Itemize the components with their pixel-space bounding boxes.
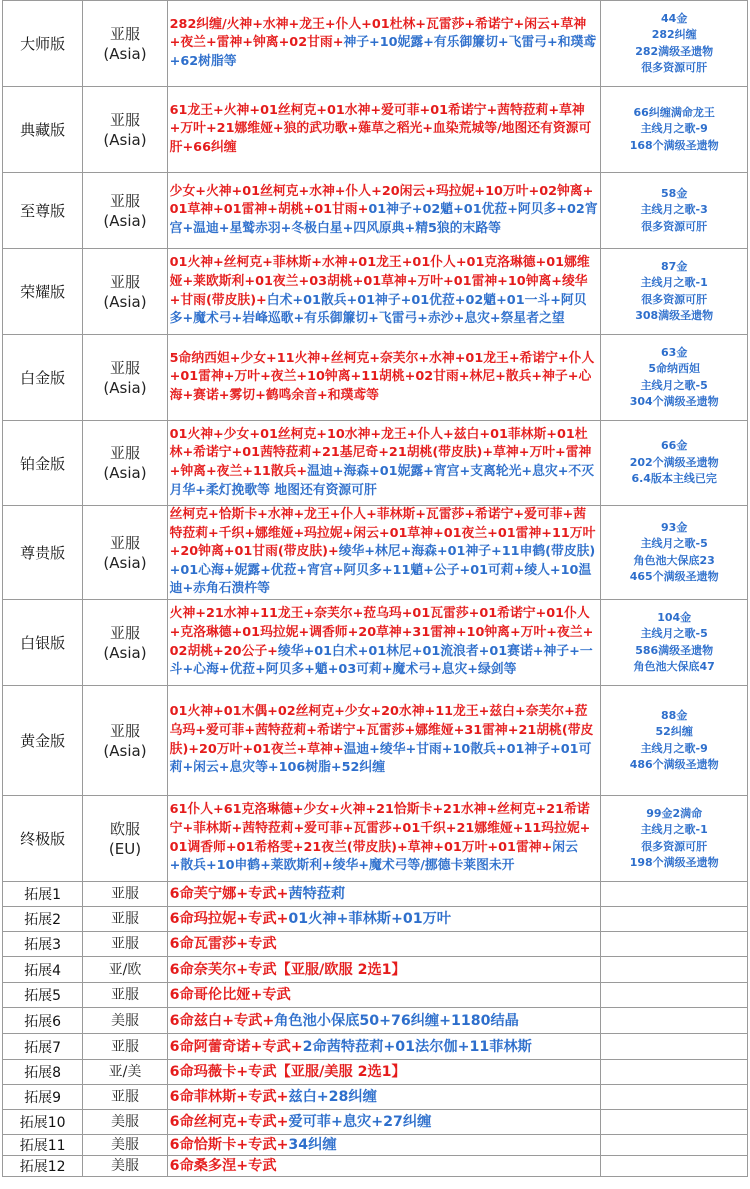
server-code: (Asia) — [103, 130, 147, 149]
edition-cell: 黄金版 — [3, 686, 83, 796]
edition-cell: 拓展12 — [3, 1156, 83, 1177]
edition-cell: 荣耀版 — [3, 249, 83, 335]
summary-line: 58金 — [661, 186, 688, 200]
server-name: 亚服 — [109, 358, 140, 377]
server-code: (Asia) — [103, 44, 147, 63]
summary-line: 202个满级圣遗物 — [629, 455, 719, 469]
edition-cell: 大师版 — [3, 1, 83, 87]
edition-cell: 至尊版 — [3, 173, 83, 249]
edition-cell: 拓展7 — [3, 1034, 83, 1060]
highlight-text: 6命奈芙尔+专武【亚服/欧服 2选1】 — [169, 961, 406, 978]
server-code: (EU) — [108, 839, 142, 858]
table-row — [3, 600, 748, 686]
table-row — [3, 1034, 748, 1060]
server-cell — [83, 1156, 167, 1177]
server-code: (Asia) — [103, 378, 147, 397]
server-name: 亚服 — [110, 1089, 139, 1105]
summary-line: 66金 — [661, 439, 688, 453]
summary-cell — [601, 907, 748, 932]
table-row — [3, 1110, 748, 1135]
highlight-text: 6命丝柯克+专武+ — [169, 1114, 289, 1130]
extra-text: 闲云+散兵+10申鹤+莱欧斯利+绫华+魔术弓等/挪德卡莱图未开 — [169, 839, 578, 874]
account-listing-table — [2, 0, 748, 1177]
table-row — [3, 173, 748, 249]
contents-cell — [167, 1060, 601, 1085]
extra-text: 角色池小保底50+76纠缠+1180结晶 — [274, 1012, 519, 1029]
contents-cell — [167, 1008, 601, 1034]
contents-cell — [167, 1, 601, 87]
table-row — [3, 983, 748, 1008]
highlight-text: 6命玛拉妮+专武+ — [169, 911, 289, 927]
extra-text: 01火神+菲林斯+01万叶 — [288, 911, 451, 927]
summary-line: 486个满级圣遗物 — [629, 758, 719, 771]
extra-text: 茜特菈莉 — [288, 886, 346, 902]
table-row — [3, 686, 748, 796]
table-row — [3, 506, 748, 600]
summary-cell — [601, 1060, 748, 1085]
table-row — [3, 249, 748, 335]
highlight-text: 282纠缠/火神+水神+龙王+仆人+01杜林+瓦雷莎+希诺宁+闲云+草神+夜兰+雷神+钟离+02甘雨+ — [169, 16, 587, 51]
extra-text: 01神子+02魈+01优菈+阿贝多+02宵宫+温迪+星鹫赤羽+冬极白星+四风原典+精5狼的末路等 — [169, 202, 598, 236]
summary-cell — [601, 1008, 748, 1034]
extra-text: 兹白+28纠缠 — [288, 1089, 377, 1105]
summary-cell — [601, 1, 748, 87]
summary-cell — [601, 1156, 748, 1177]
contents-cell — [167, 882, 601, 907]
server-name: 亚/欧 — [108, 961, 142, 978]
highlight-text: 火神+21水神+11龙王+奈芙尔+菈乌玛+01瓦雷莎+01希诺宁+01仆人+克洛琳德+01玛拉妮+调香师+20草神+31雷神+10钟离+万叶+夜兰+02胡桃+20公子+ — [169, 606, 594, 659]
edition-cell: 白金版 — [3, 335, 83, 421]
table-row — [3, 1060, 748, 1085]
summary-line: 88金 — [661, 708, 688, 722]
highlight-text: 61仆人+61克洛琳德+少女+火神+21恰斯卡+21水神+丝柯克+21希诺宁+菲林斯+茜特菈莉+爱可菲+瓦雷莎+01千织+21娜维娅+11玛拉妮+01调香师+01希格雯+21夜兰(带皮肤)+草神+01万叶+01雷神+ — [169, 802, 591, 855]
summary-line: 主线月之歌-5 — [640, 627, 708, 640]
server-cell — [83, 1034, 167, 1060]
table-row — [3, 882, 748, 907]
server-name: 亚服 — [110, 936, 139, 952]
summary-line: 主线月之歌-3 — [640, 203, 708, 217]
summary-line: 93金 — [661, 520, 688, 534]
edition-cell: 拓展10 — [3, 1110, 83, 1135]
table-row — [3, 1156, 748, 1177]
summary-line: 5命纳西妲 — [648, 362, 701, 375]
extra-text: 绫华+01白术+01林尼+01流浪者+01赛诺+神子+一斗+心海+优菈+阿贝多+魈+03可莉+魔术弓+息灾+绿剑等 — [169, 643, 593, 678]
summary-cell — [601, 335, 748, 421]
contents-cell — [167, 1034, 601, 1060]
server-code: (Asia) — [103, 292, 147, 311]
server-name: 亚服 — [109, 533, 140, 552]
contents-cell — [167, 983, 601, 1008]
highlight-text: 6命兹白+专武+ — [169, 1012, 275, 1029]
contents-cell — [167, 335, 601, 421]
highlight-text: 丝柯克+恰斯卡+水神+龙王+仆人+菲林斯+瓦雷莎+希诺宁+爱可菲+茜特菈莉+千织+娜维娅+玛拉妮+闲云+01草神+01夜兰+01雷神+11万叶+20钟离+01甘雨(带皮肤)+ — [169, 507, 596, 560]
summary-cell — [601, 1034, 748, 1060]
contents-cell — [167, 173, 601, 249]
highlight-text: 6命菲林斯+专武+ — [169, 1089, 289, 1105]
server-cell — [83, 1008, 167, 1034]
extra-text: 温迪+海森+01妮露+宵宫+支离轮光+息灾+不灭月华+柔灯挽歌等 地图还有资源可肝 — [169, 464, 595, 498]
summary-line: 很多资源可肝 — [641, 61, 708, 74]
server-code: (Asia) — [103, 464, 147, 482]
summary-cell — [601, 87, 748, 173]
extra-text: 神子+10妮露+有乐御簾切+飞雷弓+和璞鸢+62树脂等 — [169, 35, 597, 69]
contents-cell — [167, 1135, 601, 1156]
edition-cell: 拓展3 — [3, 932, 83, 957]
server-name: 美服 — [110, 1158, 139, 1174]
server-cell — [83, 173, 167, 249]
contents-cell — [167, 600, 601, 686]
summary-line: 63金 — [661, 345, 688, 359]
contents-cell — [167, 87, 601, 173]
edition-cell: 铂金版 — [3, 421, 83, 506]
extra-text: 温迪+绫华+甘雨+10散兵+01神子+01可莉+闲云+息灾等+106树脂+52纠缠 — [169, 741, 592, 776]
summary-line: 主线月之歌-1 — [640, 823, 708, 836]
summary-line: 44金 — [661, 11, 688, 25]
summary-line: 282纠缠 — [651, 28, 697, 41]
summary-line: 角色池大保底23 — [633, 553, 715, 567]
summary-line: 66纠缠满命龙王 — [633, 105, 715, 119]
edition-cell: 拓展5 — [3, 983, 83, 1008]
highlight-text: 6命恰斯卡+专武+ — [169, 1137, 289, 1153]
contents-cell — [167, 957, 601, 983]
server-code: (Asia) — [103, 643, 147, 662]
summary-line: 主线月之歌-5 — [640, 378, 708, 392]
highlight-text: 01火神+01木偶+02丝柯克+少女+20水神+11龙王+兹白+奈芙尔+菈乌玛+爱可菲+茜特菈莉+希诺宁+瓦雷莎+娜维娅+31雷神+21胡桃(带皮肤)+20万叶+01夜兰+草神+ — [169, 704, 594, 757]
server-code: (Asia) — [103, 553, 147, 572]
table-row — [3, 1135, 748, 1156]
server-cell — [83, 1, 167, 87]
server-cell — [83, 1135, 167, 1156]
table-row — [3, 907, 748, 932]
server-name: 亚服 — [110, 1038, 139, 1055]
server-name: 亚服 — [110, 987, 139, 1003]
server-cell — [83, 335, 167, 421]
highlight-text: 6命瓦雷莎+专武 — [169, 936, 277, 952]
server-cell — [83, 506, 167, 600]
summary-line: 主线月之歌-5 — [640, 537, 708, 550]
table-row — [3, 957, 748, 983]
server-name: 亚/美 — [108, 1064, 142, 1080]
table-row — [3, 796, 748, 882]
highlight-text: 6命桑多涅+专武 — [169, 1158, 277, 1174]
summary-line: 很多资源可肝 — [641, 219, 708, 233]
table-row — [3, 87, 748, 173]
server-cell — [83, 87, 167, 173]
summary-cell — [601, 1085, 748, 1110]
contents-cell — [167, 1085, 601, 1110]
table-row — [3, 1008, 748, 1034]
summary-line: 586满级圣遗物 — [635, 643, 714, 657]
edition-cell: 拓展6 — [3, 1008, 83, 1034]
highlight-text: 6命哥伦比娅+专武 — [169, 987, 291, 1003]
server-cell — [83, 421, 167, 506]
server-cell — [83, 600, 167, 686]
contents-cell — [167, 686, 601, 796]
server-name: 亚服 — [109, 623, 140, 642]
edition-cell: 尊贵版 — [3, 506, 83, 600]
contents-cell — [167, 1156, 601, 1177]
summary-line: 104金 — [657, 610, 692, 624]
highlight-text: 6命芙宁娜+专武+ — [169, 886, 289, 902]
server-name: 亚服 — [109, 721, 140, 740]
highlight-text: 6命阿蕾奇诺+专武+ — [169, 1038, 303, 1055]
summary-line: 主线月之歌-9 — [640, 122, 708, 136]
table-row — [3, 1085, 748, 1110]
summary-line: 主线月之歌-1 — [640, 276, 708, 289]
summary-line: 308满级圣遗物 — [635, 309, 714, 322]
server-name: 亚服 — [110, 911, 139, 927]
server-name: 亚服 — [109, 191, 140, 210]
summary-line: 168个满级圣遗物 — [629, 138, 719, 152]
table-row — [3, 335, 748, 421]
contents-cell — [167, 506, 601, 600]
edition-cell: 拓展9 — [3, 1085, 83, 1110]
table-row — [3, 1, 748, 87]
summary-line: 282满级圣遗物 — [635, 44, 714, 58]
server-cell — [83, 249, 167, 335]
summary-line: 304个满级圣遗物 — [629, 395, 719, 408]
contents-cell — [167, 249, 601, 335]
edition-cell: 典藏版 — [3, 87, 83, 173]
server-code: (Asia) — [103, 741, 147, 760]
server-name: 亚服 — [110, 886, 139, 902]
edition-cell: 白银版 — [3, 600, 83, 686]
server-name: 亚服 — [109, 272, 140, 291]
summary-line: 很多资源可肝 — [641, 839, 708, 853]
contents-cell — [167, 1110, 601, 1135]
highlight-text: 少女+火神+01丝柯克+水神+仆人+20闲云+玛拉妮+10万叶+02钟离+01草神+01雷神+胡桃+01甘雨+ — [169, 183, 594, 218]
summary-line: 很多资源可肝 — [641, 292, 708, 306]
table-row — [3, 421, 748, 506]
summary-line: 198个满级圣遗物 — [629, 856, 719, 869]
extra-text: 白术+01散兵+01神子+01优菈+02魈+01一斗+阿贝多+魔术弓+岩峰巡歌+有乐御簾切+飞雷弓+赤沙+息灾+祭星者之望 — [169, 292, 587, 327]
summary-line: 主线月之歌-9 — [640, 741, 708, 755]
extra-text: 绫华+林尼+海森+01神子+11申鹤(带皮肤)+01心海+妮露+优菈+宵宫+阿贝多+11魈+公子+01可莉+绫人+10温迪+赤角石溃杵等 — [169, 544, 596, 597]
table-body — [3, 1, 748, 1177]
highlight-text: 01火神+丝柯克+菲林斯+水神+01龙王+01仆人+01克洛琳德+01娜维娅+莱欧斯利+01夜兰+03胡桃+01草神+万叶+01雷神+10钟离+绫华+甘雨(带皮肤)+ — [169, 255, 590, 308]
summary-cell — [601, 932, 748, 957]
highlight-text: 6命玛薇卡+专武【亚服/美服 2选1】 — [169, 1064, 406, 1080]
server-cell — [83, 1110, 167, 1135]
edition-cell: 拓展1 — [3, 882, 83, 907]
summary-line: 52纠缠 — [655, 725, 693, 738]
server-name: 亚服 — [109, 24, 140, 43]
summary-cell — [601, 686, 748, 796]
summary-line: 87金 — [661, 259, 688, 273]
summary-cell — [601, 506, 748, 600]
contents-cell — [167, 907, 601, 932]
contents-cell — [167, 796, 601, 882]
server-cell — [83, 796, 167, 882]
summary-cell — [601, 421, 748, 506]
summary-line: 99金2满命 — [646, 806, 703, 820]
highlight-text: 5命纳西妲+少女+11火神+丝柯克+奈芙尔+水神+01龙王+希诺宁+仆人+01雷神+万叶+夜兰+10钟离+11胡桃+02甘雨+林尼+散兵+神子+心海+赛诺+雾切+鹤鸣余音+和璞鸢等 — [169, 350, 595, 403]
edition-cell: 拓展11 — [3, 1135, 83, 1156]
server-cell — [83, 882, 167, 907]
server-name: 亚服 — [109, 444, 140, 462]
edition-cell: 拓展2 — [3, 907, 83, 932]
table-row — [3, 932, 748, 957]
contents-cell — [167, 932, 601, 957]
summary-cell — [601, 957, 748, 983]
edition-cell: 终极版 — [3, 796, 83, 882]
summary-cell — [601, 796, 748, 882]
edition-cell: 拓展8 — [3, 1060, 83, 1085]
server-cell — [83, 983, 167, 1008]
server-name: 欧服 — [109, 819, 140, 838]
extra-text: 34纠缠 — [288, 1137, 337, 1153]
summary-cell — [601, 1135, 748, 1156]
summary-line: 角色池大保底47 — [633, 660, 715, 673]
highlight-text: 01火神+少女+01丝柯克+10水神+龙王+仆人+兹白+01菲林斯+01杜林+希诺宁+01茜特菈莉+21基尼奇+21胡桃(带皮肤)+草神+万叶+雷神+钟离+夜兰+11散兵+ — [169, 426, 592, 479]
server-name: 亚服 — [109, 110, 140, 129]
summary-cell — [601, 882, 748, 907]
extra-text: 2命茜特菈莉+01法尔伽+11菲林斯 — [302, 1038, 532, 1055]
server-cell — [83, 907, 167, 932]
summary-cell — [601, 983, 748, 1008]
highlight-text: 61龙王+火神+01丝柯克+01水神+爱可菲+01希诺宁+茜特菈莉+草神+万叶+21娜维娅+狼的武功歌+薙草之稻光+血染荒城等/地图还有资源可肝+66纠缠 — [169, 102, 592, 155]
server-cell — [83, 1085, 167, 1110]
server-cell — [83, 686, 167, 796]
summary-cell — [601, 1110, 748, 1135]
server-cell — [83, 932, 167, 957]
summary-cell — [601, 600, 748, 686]
server-name: 美服 — [110, 1114, 139, 1130]
server-cell — [83, 957, 167, 983]
server-code: (Asia) — [103, 211, 147, 230]
extra-text: 爱可菲+息灾+27纠缠 — [288, 1114, 432, 1130]
summary-cell — [601, 173, 748, 249]
server-name: 美服 — [110, 1012, 139, 1029]
summary-cell — [601, 249, 748, 335]
contents-cell — [167, 421, 601, 506]
server-cell — [83, 1060, 167, 1085]
summary-line: 465个满级圣遗物 — [629, 570, 719, 583]
summary-line: 6.4版本主线已完 — [631, 472, 717, 486]
server-name: 美服 — [110, 1137, 139, 1153]
edition-cell: 拓展4 — [3, 957, 83, 983]
